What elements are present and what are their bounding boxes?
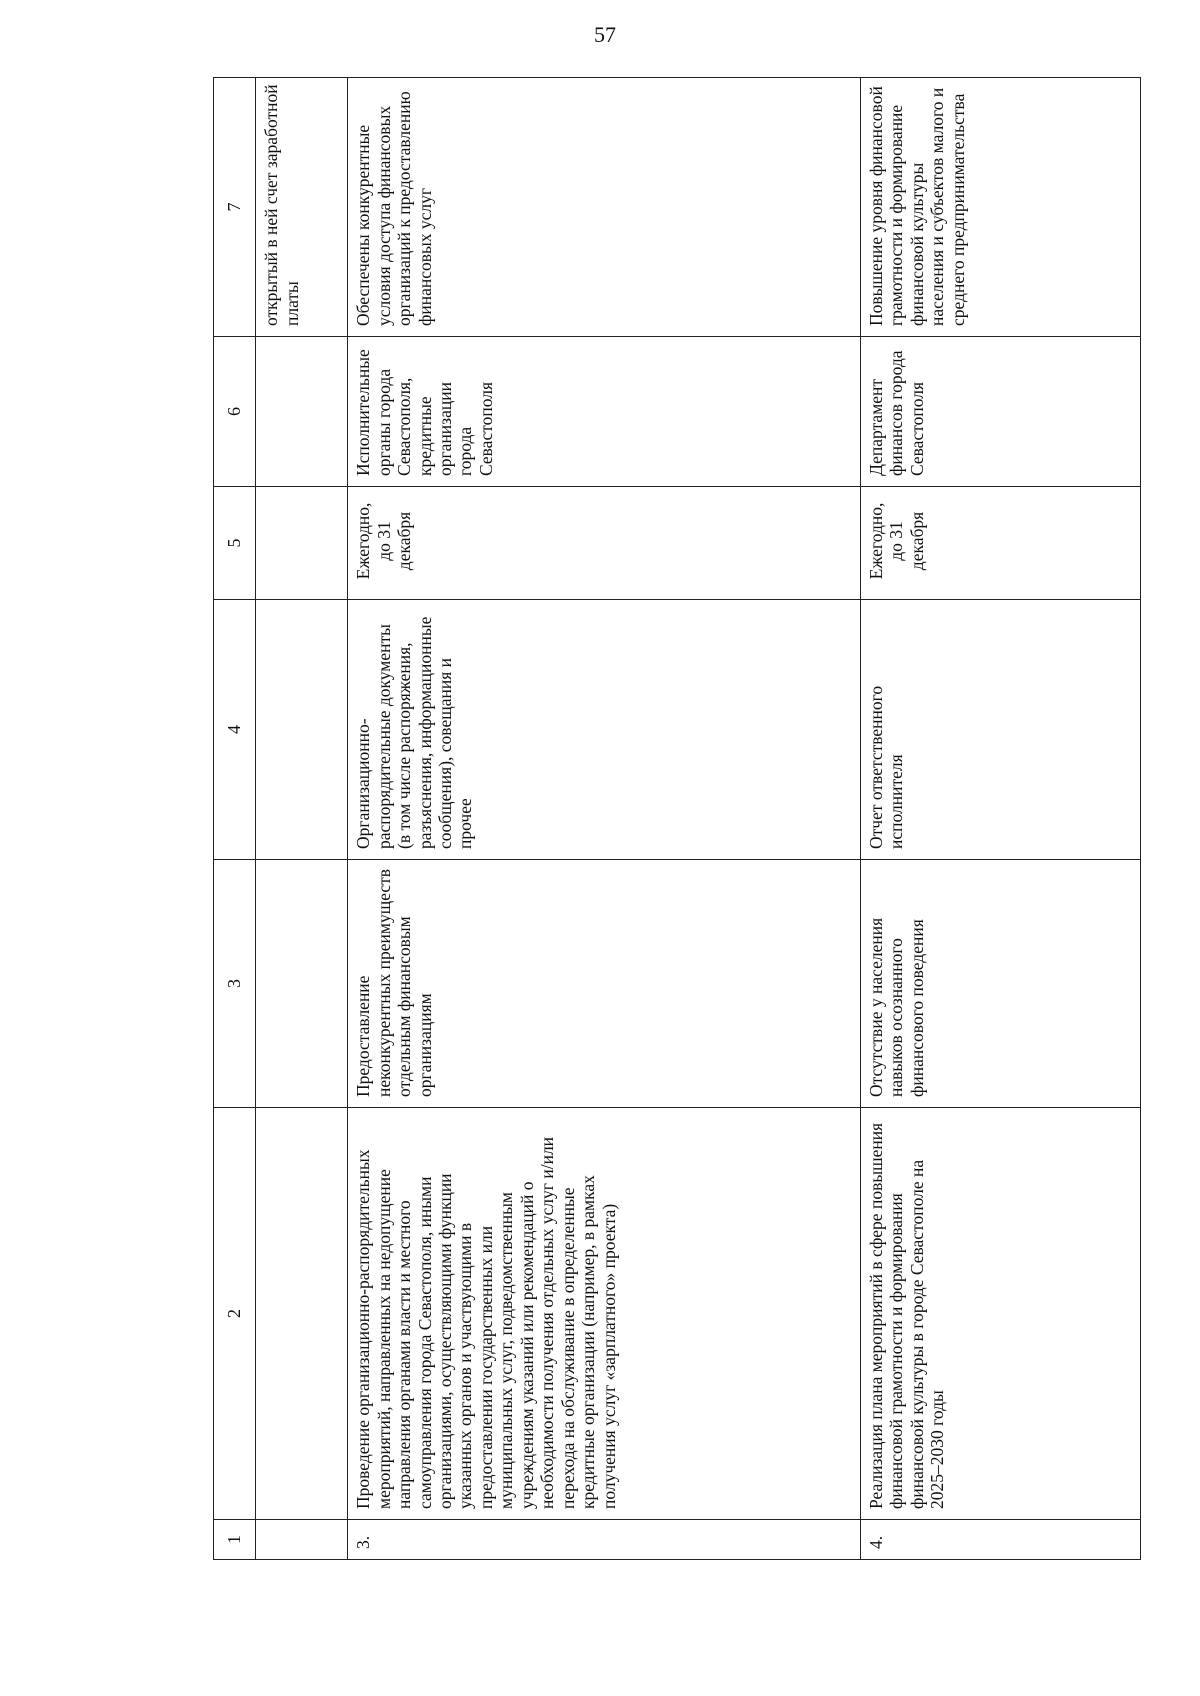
cell-empty bbox=[256, 600, 348, 860]
measures-table bbox=[213, 77, 1141, 1560]
cell-deadline: Ежегодно, до 31 декабря bbox=[860, 487, 1140, 600]
cell-empty bbox=[256, 487, 348, 600]
header-cell-4: 4 bbox=[214, 600, 256, 860]
page-number: 57 bbox=[594, 22, 616, 47]
cell-deadline: Ежегодно, до 31 декабря bbox=[348, 487, 861, 600]
header-cell-1: 1 bbox=[214, 1520, 256, 1560]
cell-problem: Предоставление неконкурентных преимуществ отдельным финансовым организациям bbox=[348, 860, 861, 1108]
cell-empty bbox=[256, 337, 348, 487]
cell-executor: Исполнительные органы города Севастополя, кредитные организации города Севастополя bbox=[348, 337, 861, 487]
cell-number: 3. bbox=[348, 1520, 861, 1560]
header-cell-7: 7 bbox=[214, 78, 256, 337]
table-row-continued bbox=[256, 78, 348, 1560]
rotated-table-wrapper bbox=[213, 78, 1141, 1560]
cell-measure: Реализация плана мероприятий в сфере повышения финансовой грамотности и формирования финансовой культуры в городе Севастополе на 2025–2030 годы bbox=[860, 1108, 1140, 1520]
cell-empty bbox=[256, 860, 348, 1108]
header-cell-2: 2 bbox=[214, 1108, 256, 1520]
table-row bbox=[860, 78, 1140, 1560]
cell-measure: Проведение организационно-распорядительных мероприятий, направленных на недопущение направления органами власти и местного самоуправления города Севастополя, иными организациями, осуществляющими функции указанных органов и участвующими в предоставлении государственных или муниципальных услуг, подведомственным учреждениям указаний или рекомендаций о необходимости получения отдельных услуг и/или перехода на обслуживание в определенные кредитные организации (например, в рамках получения услуг «зарплатного» проекта) bbox=[348, 1108, 861, 1520]
cell-number: 4. bbox=[860, 1520, 1140, 1560]
cell-empty bbox=[256, 1520, 348, 1560]
header-cell-6: 6 bbox=[214, 337, 256, 487]
cell-problem: Отсутствие у населения навыков осознанного финансового поведения bbox=[860, 860, 1140, 1108]
cell-result: Повышение уровня финансовой грамотности и формирование финансовой культуры населения и субъектов малого и среднего предпринимательства bbox=[860, 78, 1140, 337]
cell-result: открытый в ней счет заработной платы bbox=[256, 78, 348, 337]
cell-document: Организационно-распорядительные документы (в том числе распоряжения, разъяснения, информационные сообщения), совещания и прочее bbox=[348, 600, 861, 860]
table-frame bbox=[213, 78, 1141, 1560]
cell-result: Обеспечены конкурентные условия доступа финансовых организаций к предоставлению финансовых услуг bbox=[348, 78, 861, 337]
table-row bbox=[348, 78, 861, 1560]
header-cell-3: 3 bbox=[214, 860, 256, 1108]
cell-empty bbox=[256, 1108, 348, 1520]
cell-executor: Департамент финансов города Севастополя bbox=[860, 337, 1140, 487]
table-header-row bbox=[214, 78, 256, 1560]
header-cell-5: 5 bbox=[214, 487, 256, 600]
cell-document: Отчет ответственного исполнителя bbox=[860, 600, 1140, 860]
